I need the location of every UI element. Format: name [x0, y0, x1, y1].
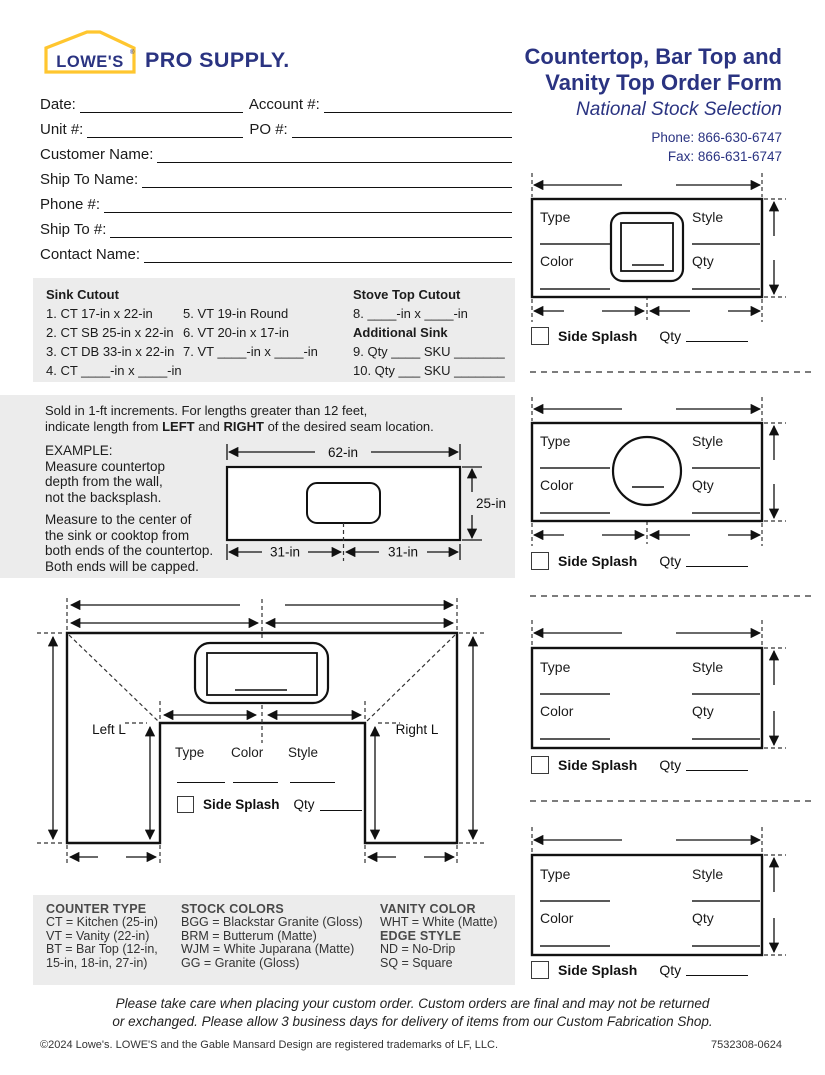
qty-label: Qty: [659, 328, 682, 344]
qty-label: Qty: [692, 703, 714, 719]
stock-colors-title: STOCK COLORS: [181, 902, 284, 916]
sink-cutout-col1: [46, 285, 182, 380]
style-label: Style: [692, 433, 724, 449]
edge-style-title: EDGE STYLE: [380, 928, 462, 943]
qty-label: Qty: [692, 910, 714, 926]
type-label: Type: [540, 659, 571, 675]
ship-to-input-line[interactable]: [110, 223, 512, 238]
lowes-wordmark: LOWE'S: [56, 53, 124, 71]
form-title-block: [525, 44, 782, 166]
style-label: Style: [692, 209, 724, 225]
section-divider: [530, 371, 812, 373]
increment-note-line2: [45, 419, 434, 435]
legend-section: [33, 895, 515, 985]
stock-colors-legend: [181, 903, 363, 970]
side-splash-qty-blank[interactable]: [686, 759, 748, 771]
phone-label: Phone #:: [40, 196, 101, 213]
phone-input-line[interactable]: [104, 198, 512, 213]
vanity-color-legend: [380, 903, 498, 970]
legend-item: BGG = Blackstar Granite (Gloss): [181, 915, 363, 930]
legal-row: [40, 1039, 782, 1051]
date-input-line[interactable]: [80, 98, 243, 113]
side-splash-qty-blank[interactable]: [686, 964, 748, 976]
sink-cutout-col2: [183, 304, 318, 361]
side-splash-checkbox[interactable]: [531, 756, 549, 774]
example-instructions: [45, 443, 213, 574]
side-splash-row: [531, 327, 748, 345]
color-label: Color: [540, 253, 574, 269]
example-line: the sink or cooktop from: [45, 527, 190, 543]
sink-option: 2. CT SB 25-in x 22-in: [46, 325, 174, 340]
additional-sink-title: Additional Sink: [353, 325, 448, 340]
contact-name-input-line[interactable]: [144, 248, 512, 263]
note-text: and: [194, 419, 224, 434]
sink-option: 3. CT DB 33-in x 22-in: [46, 344, 175, 359]
side-splash-checkbox[interactable]: [531, 961, 549, 979]
vanity-color-title: VANITY COLOR: [380, 902, 476, 916]
field-row-ship-to: [40, 220, 512, 238]
sink-option: 4. CT ____-in x ____-in: [46, 363, 182, 378]
unit-input-line[interactable]: [87, 123, 243, 138]
ship-to-name-label: Ship To Name:: [40, 171, 139, 188]
type-label: Type: [175, 745, 205, 760]
right-l-label: Right L: [395, 722, 439, 737]
style-blank[interactable]: [290, 772, 335, 783]
side-splash-qty-blank[interactable]: [320, 799, 362, 811]
color-label: Color: [231, 745, 264, 760]
legend-item: BRM = Butterum (Matte): [181, 928, 317, 943]
side-splash-row: [531, 961, 748, 979]
additional-sink-option: 10. Qty ___ SKU _______: [353, 363, 505, 378]
phone-number: Phone: 866-630-6747: [651, 130, 782, 145]
color-label: Color: [540, 477, 574, 493]
u-shape-counter-diagram: [25, 593, 515, 893]
side-splash-label: Side Splash: [203, 797, 280, 812]
increment-note-line1: Sold in 1-ft increments. For lengths greater than 12 feet,: [45, 403, 368, 418]
legend-item: BT = Bar Top (12-in,: [46, 942, 158, 957]
color-label: Color: [540, 703, 574, 719]
counter-type-title: COUNTER TYPE: [46, 902, 147, 916]
increment-note: [45, 403, 434, 435]
field-row-contact-name: [40, 245, 512, 263]
side-splash-label: Side Splash: [558, 962, 638, 978]
example-line: not the backsplash.: [45, 489, 162, 505]
side-splash-checkbox[interactable]: [531, 327, 549, 345]
field-row-unit-po: [40, 120, 512, 138]
left-l-label: Left L: [92, 722, 126, 737]
side-splash-row: [177, 796, 362, 813]
customer-name-label: Customer Name:: [40, 146, 154, 163]
account-label: Account #:: [248, 96, 320, 113]
pro-supply-wordmark: PRO SUPPLY.: [145, 48, 290, 72]
stock-top-panel-1-diagram: [520, 170, 820, 326]
example-line: both ends of the countertop.: [45, 543, 214, 558]
example-sink-shape: [307, 483, 380, 523]
sink-option: 5. VT 19-in Round: [183, 306, 289, 321]
legend-item: WHT = White (Matte): [380, 915, 498, 930]
side-splash-label: Side Splash: [558, 757, 638, 773]
side-splash-checkbox[interactable]: [177, 796, 194, 813]
additional-sink-option: 9. Qty ____ SKU _______: [353, 344, 505, 359]
legend-item: SQ = Square: [380, 955, 453, 970]
form-number: 7532308-0624: [711, 1039, 782, 1051]
type-label: Type: [540, 866, 571, 882]
page-title-line1: Countertop, Bar Top and: [524, 44, 782, 69]
qty-label: Qty: [659, 553, 682, 569]
legend-item: 15-in, 18-in, 27-in): [46, 955, 148, 970]
round-sink-shape: [613, 437, 681, 505]
registered-mark: ®: [130, 50, 135, 56]
example-line: depth from the wall,: [45, 474, 163, 489]
color-blank[interactable]: [233, 772, 278, 783]
stove-top-cutout-col: [353, 285, 505, 380]
example-line: Measure countertop: [45, 458, 166, 474]
qty-label: Qty: [692, 253, 714, 269]
style-label: Style: [692, 866, 724, 882]
side-splash-label: Side Splash: [558, 553, 638, 569]
width-dimension-label: 62-in: [327, 445, 359, 460]
example-line: Both ends will be capped.: [45, 558, 199, 574]
sink-cutout-shape: [195, 643, 328, 703]
example-line: Measure to the center of: [45, 512, 192, 527]
legend-item: WJM = White Juparana (Matte): [181, 942, 355, 957]
stock-top-panel-3-diagram: [520, 615, 820, 755]
stock-top-panel-4-diagram: [520, 822, 820, 962]
po-label: PO #:: [249, 121, 288, 138]
sink-option: 1. CT 17-in x 22-in: [46, 306, 153, 321]
right-half-dimension-label: 31-in: [387, 544, 419, 560]
right-keyword: RIGHT: [223, 419, 264, 434]
legend-item: VT = Vanity (22-in): [46, 928, 150, 943]
type-label: Type: [540, 433, 571, 449]
page-subtitle: National Stock Selection: [576, 99, 782, 120]
sink-option: 7. VT ____-in x ____-in: [183, 344, 318, 359]
qty-label: Qty: [659, 962, 682, 978]
stove-top-cutout-title: Stove Top Cutout: [353, 287, 461, 302]
stove-option: 8. ____-in x ____-in: [353, 306, 468, 321]
sink-option: 6. VT 20-in x 17-in: [183, 325, 289, 340]
field-row-customer-name: [40, 145, 512, 163]
style-label: Style: [692, 659, 724, 675]
unit-label: Unit #:: [40, 121, 84, 138]
qty-label: Qty: [293, 797, 315, 812]
note-text: of the desired seam location.: [263, 419, 434, 434]
counter-type-legend: [46, 903, 158, 970]
type-label: Type: [540, 209, 571, 225]
account-input-line[interactable]: [324, 98, 512, 113]
customer-name-input-line[interactable]: [157, 148, 512, 163]
sink-cutout-title: Sink Cutout: [46, 287, 119, 302]
contact-name-label: Contact Name:: [40, 246, 141, 263]
stock-top-panel-2-diagram: [520, 394, 820, 550]
example-label: EXAMPLE:: [45, 443, 113, 458]
po-input-line[interactable]: [292, 123, 512, 138]
date-label: Date:: [40, 96, 76, 113]
section-divider: [530, 595, 812, 597]
qty-label: Qty: [692, 477, 714, 493]
page-title-line2: Vanity Top Order Form: [545, 70, 782, 95]
ship-to-name-input-line[interactable]: [142, 173, 512, 188]
field-row-ship-to-name: [40, 170, 512, 188]
left-half-dimension-label: 31-in: [269, 544, 301, 560]
lowes-gable-logo-icon: [40, 30, 160, 80]
field-row-phone: [40, 195, 512, 213]
side-splash-row: [531, 552, 748, 570]
side-splash-row: [531, 756, 748, 774]
style-label: Style: [288, 745, 319, 760]
custom-order-notice-line2: or exchanged. Please allow 3 business days for delivery of items from our Custom Fabrication Shop.: [112, 1014, 713, 1029]
color-label: Color: [540, 910, 574, 926]
type-blank[interactable]: [177, 772, 225, 783]
ship-to-label: Ship To #:: [40, 221, 107, 238]
example-countertop-diagram: [213, 434, 515, 576]
side-splash-label: Side Splash: [558, 328, 638, 344]
side-splash-qty-blank[interactable]: [686, 555, 748, 567]
side-splash-checkbox[interactable]: [531, 552, 549, 570]
section-divider: [530, 800, 812, 802]
custom-order-notice-line1: Please take care when placing your custom order. Custom orders are final and may not be returned: [115, 996, 710, 1011]
qty-label: Qty: [659, 757, 682, 773]
side-splash-qty-blank[interactable]: [686, 330, 748, 342]
copyright-text: ©2024 Lowe's. LOWE'S and the Gable Mansard Design are registered trademarks of LF, LLC.: [40, 1039, 499, 1051]
legend-item: ND = No-Drip: [380, 942, 456, 957]
depth-dimension-label: 25-in: [476, 496, 507, 511]
legend-item: GG = Granite (Gloss): [181, 955, 300, 970]
square-sink-shape: [611, 213, 683, 281]
field-row-date-account: [40, 95, 512, 113]
fax-number: Fax: 866-631-6747: [667, 149, 782, 164]
left-keyword: LEFT: [162, 419, 195, 434]
note-text: indicate length from: [45, 419, 163, 434]
sink-cutout-section: [33, 278, 515, 382]
legend-item: CT = Kitchen (25-in): [46, 915, 158, 930]
